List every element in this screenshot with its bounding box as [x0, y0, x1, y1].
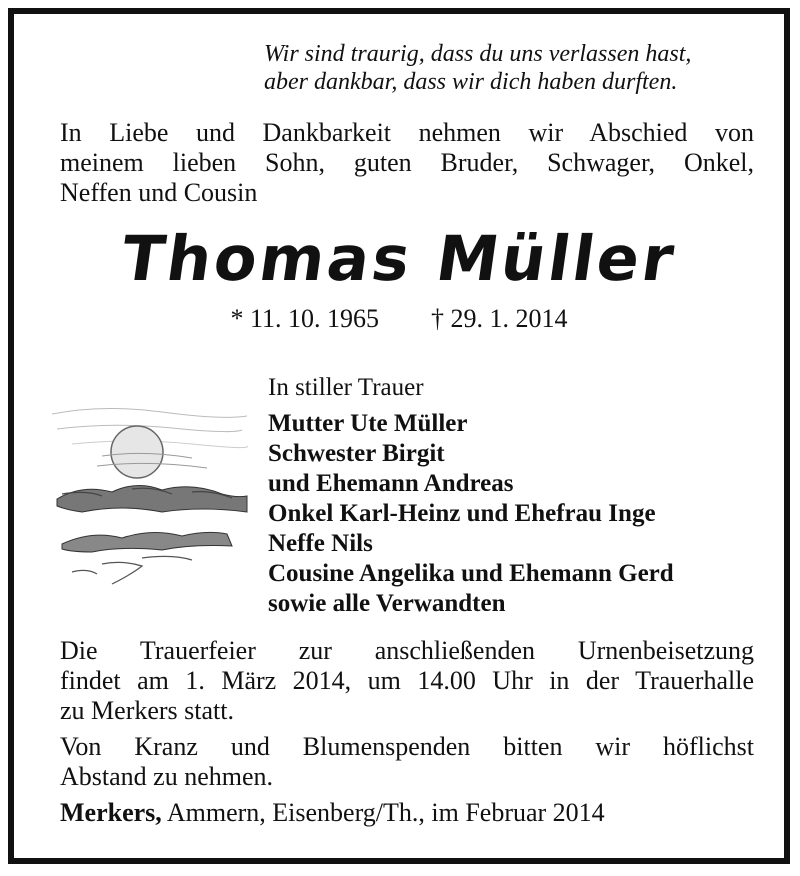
- mourner-entry: Schwester Birgit: [268, 440, 445, 467]
- motto-line-2: aber dankbar, dass wir dich haben durften.: [264, 69, 678, 95]
- obituary-notice: [8, 8, 790, 864]
- mourner-entry: Neffe Nils: [268, 530, 373, 557]
- place-bold: Merkers,: [60, 798, 162, 827]
- ceremony-line-2: findet am 1. März 2014, um 14.00 Uhr in der Trauerhalle: [60, 666, 754, 695]
- donation-line-2: Abstand zu nehmen.: [60, 762, 274, 791]
- mourners-list: [268, 409, 674, 619]
- mourning-label: In stiller Trauer: [268, 374, 424, 401]
- death-date: † 29. 1. 2014: [431, 304, 568, 333]
- donation-line-1: Von Kranz und Blumenspenden bitten wir höflichst: [60, 732, 754, 761]
- life-dates: [14, 304, 784, 334]
- donation-request: [60, 732, 754, 792]
- intro-line-3: Neffen und Cousin: [60, 178, 258, 207]
- mourner-entry: Onkel Karl-Heinz und Ehefrau Inge: [268, 500, 656, 527]
- birth-date: * 11. 10. 1965: [230, 304, 380, 333]
- ceremony-line-3: zu Merkers statt.: [60, 696, 235, 725]
- ceremony-line-1: Die Trauerfeier zur anschließenden Urnenbeisetzung: [60, 636, 754, 665]
- mourner-entry: sowie alle Verwandten: [268, 590, 506, 617]
- sunset-landscape-illustration: [42, 394, 252, 594]
- funeral-ceremony-info: [60, 636, 754, 726]
- intro-line-2: meinem lieben Sohn, guten Bruder, Schwager, Onkel,: [60, 148, 754, 177]
- motto-quote: [264, 40, 764, 96]
- deceased-name: Thomas Müller: [116, 222, 682, 295]
- intro-text: [60, 118, 754, 208]
- mourner-entry: Mutter Ute Müller: [268, 410, 468, 437]
- intro-line-1: In Liebe und Dankbarkeit nehmen wir Abschied von: [60, 118, 754, 147]
- place-and-date: [60, 798, 754, 828]
- mourner-entry: und Ehemann Andreas: [268, 470, 514, 497]
- place-rest: Ammern, Eisenberg/Th., im Februar 2014: [161, 798, 605, 827]
- mourner-entry: Cousine Angelika und Ehemann Gerd: [268, 560, 674, 587]
- motto-line-1: Wir sind traurig, dass du uns verlassen hast,: [264, 41, 692, 67]
